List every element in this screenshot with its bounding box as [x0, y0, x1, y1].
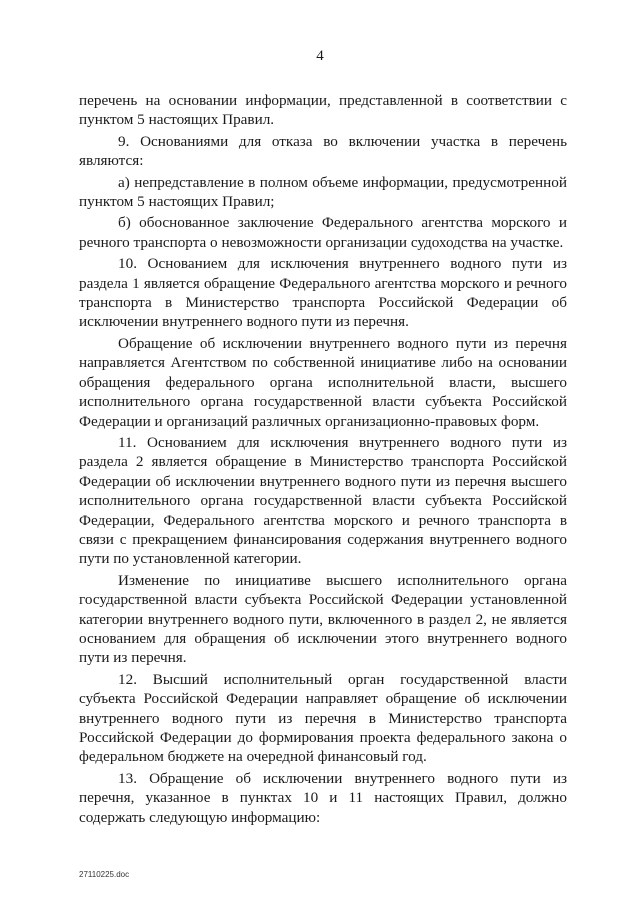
paragraph-item-10: 10. Основанием для исключения внутреннего водного пути из раздела 1 является обращение Федерального агентства морского и речного транспорта в Министерство транспорта Российской Федерации об исключении внутреннего водного пути из перечня.: [79, 255, 567, 331]
document-file-code: 27110225.doc: [79, 870, 130, 879]
page-number: 4: [316, 48, 324, 64]
paragraph-item-12: 12. Высший исполнительный орган государственной власти субъекта Российской Федерации направляет обращение об исключении внутреннего водного пути из перечня в Министерство транспорта Российской Федерации до формирования проекта федерального закона о федеральном бюджете на очередной финансовый год.: [79, 670, 567, 766]
paragraph-item-11-continued: Изменение по инициативе высшего исполнительного органа государственной власти субъекта Российской Федерации установленной категории внутреннего водного пути, включенного в раздел 2, не является основанием для обращения об исключении этого внутреннего водного пути из перечня.: [79, 571, 567, 667]
paragraph-item-9: 9. Основаниями для отказа во включении участка в перечень являются:: [79, 132, 567, 170]
paragraph-continuation: перечень на основании информации, представленной в соответствии с пунктом 5 настоящих Правил.: [79, 92, 567, 129]
paragraph-item-11: 11. Основанием для исключения внутреннего водного пути из раздела 2 является обращение в Министерство транспорта Российской Федерации об исключении внутреннего водного пути из перечня высшего исполнительного органа государственной власти субъекта Российской Федерации, Федерального агентства морского и речного транспорта в связи с прекращением финансирования содержания внутреннего водного пути по установленной категории.: [79, 433, 567, 568]
paragraph-item-13: 13. Обращение об исключении внутреннего водного пути из перечня, указанное в пунктах 10 и 11 настоящих Правил, должно содержать следующую информацию:: [79, 769, 567, 826]
document-body: [79, 91, 567, 829]
paragraph-subitem-b: б) обоснованное заключение Федерального агентства морского и речного транспорта о невозможности организации судоходства на участке.: [79, 214, 567, 251]
paragraph-subitem-a: а) непредставление в полном объеме информации, предусмотренной пунктом 5 настоящих Правил;: [79, 173, 567, 211]
paragraph-item-10-continued: Обращение об исключении внутреннего водного пути из перечня направляется Агентством по собственной инициативе либо на основании обращения федерального органа исполнительной власти, высшего исполнительного органа государственной власти субъекта Российской Федерации и организаций различных организационно-правовых форм.: [79, 334, 567, 430]
